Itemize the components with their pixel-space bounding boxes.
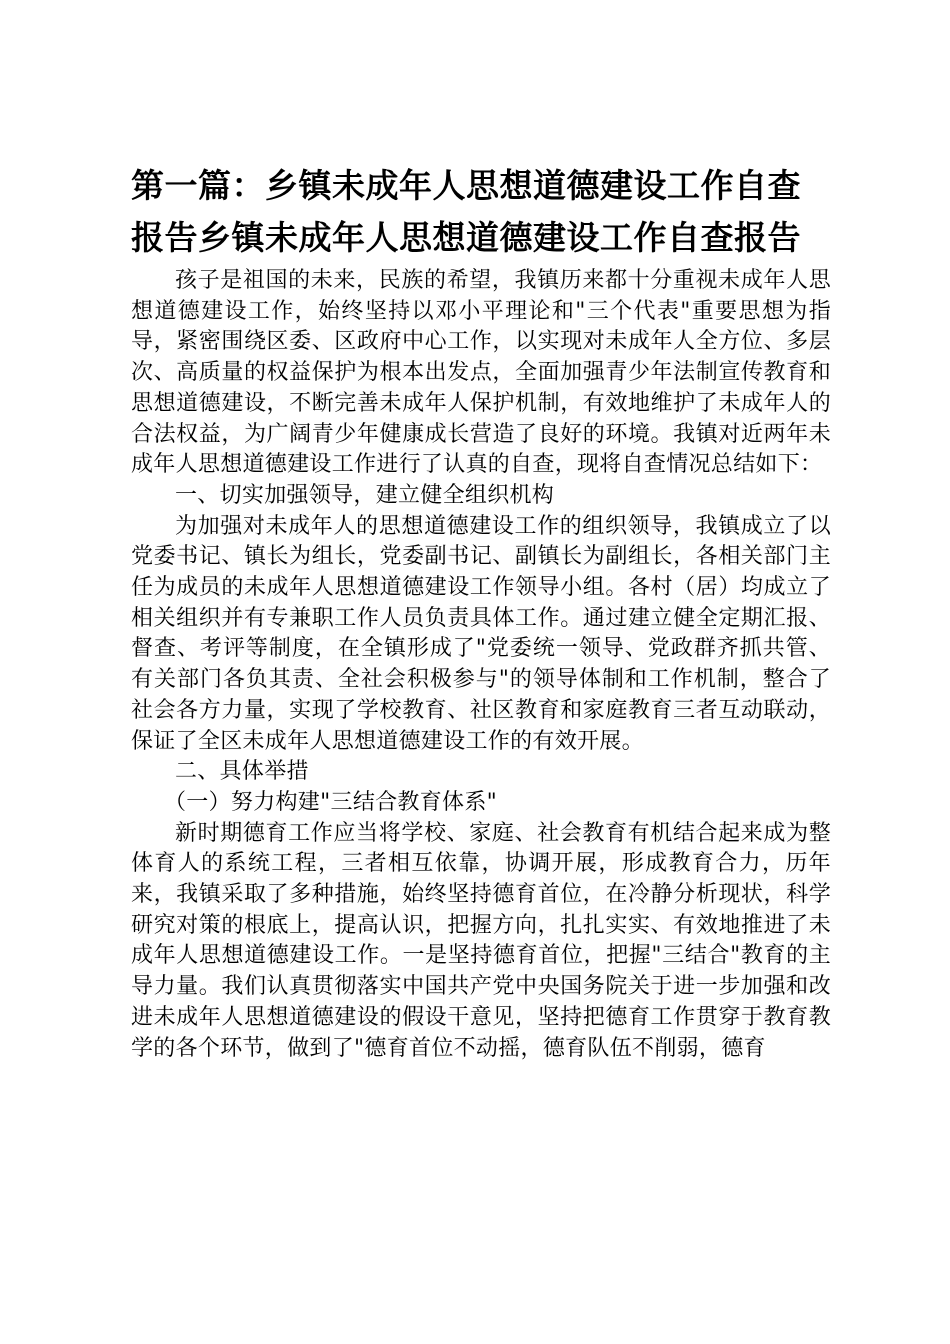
section-2-heading: 二、具体举措 bbox=[175, 759, 309, 785]
subsection-1-heading: （一）努力构建"三结合教育体系" bbox=[164, 789, 498, 815]
document-title: 第一篇：乡镇未成年人思想道德建设工作自查报告乡镇未成年人思想道德建设工作自查报告 bbox=[131, 166, 801, 257]
document-body bbox=[131, 266, 831, 1064]
subsection-1-paragraph: 新时期德育工作应当将学校、家庭、社会教育有机结合起来成为整体育人的系统工程，三者相互依靠，协调开展，形成教育合力，历年来，我镇采取了多种措施，始终坚持德育首位，在冷静分析现状，科学研究对策的根底上，提高认识，把握方向，扎扎实实、有效地推进了未成年人思想道德建设工作。一是坚持德育首位，把握"三结合"教育的主导力量。我们认真贯彻落实中国共产党中央国务院关于进一步加强和改进未成年人思想道德建设的假设干意见，坚持把德育工作贯穿于教育教学的各个环节，做到了"德育首位不动摇，德育队伍不削弱，德育 bbox=[131, 820, 831, 1061]
document-content bbox=[131, 160, 831, 1064]
section-1-heading: 一、切实加强领导，建立健全组织机构 bbox=[175, 482, 555, 508]
intro-paragraph: 孩子是祖国的未来，民族的希望，我镇历来都十分重视未成年人思想道德建设工作，始终坚持以邓小平理论和"三个代表"重要思想为指导，紧密围绕区委、区政府中心工作，以实现对未成年人全方位、多层次、高质量的权益保护为根本出发点，全面加强青少年法制宣传教育和思想道德建设，不断完善未成年人保护机制，有效地维护了未成年人的合法权益，为广阔青少年健康成长营造了良好的环境。我镇对近两年未成年人思想道德建设工作进行了认真的自查，现将自查情况总结如下： bbox=[131, 268, 831, 478]
section-1-paragraph: 为加强对未成年人的思想道德建设工作的组织领导，我镇成立了以党委书记、镇长为组长，党委副书记、副镇长为副组长，各相关部门主任为成员的未成年人思想道德建设工作领导小组。各村（居）均成立了相关组织并有专兼职工作人员负责具体工作。通过建立健全定期汇报、督查、考评等制度，在全镇形成了"党委统一领导、党政群齐抓共管、有关部门各负其责、全社会积极参与"的领导体制和工作机制，整合了社会各方力量，实现了学校教育、社区教育和家庭教育三者互动联动，保证了全区未成年人思想道德建设工作的有效开展。 bbox=[131, 513, 831, 754]
